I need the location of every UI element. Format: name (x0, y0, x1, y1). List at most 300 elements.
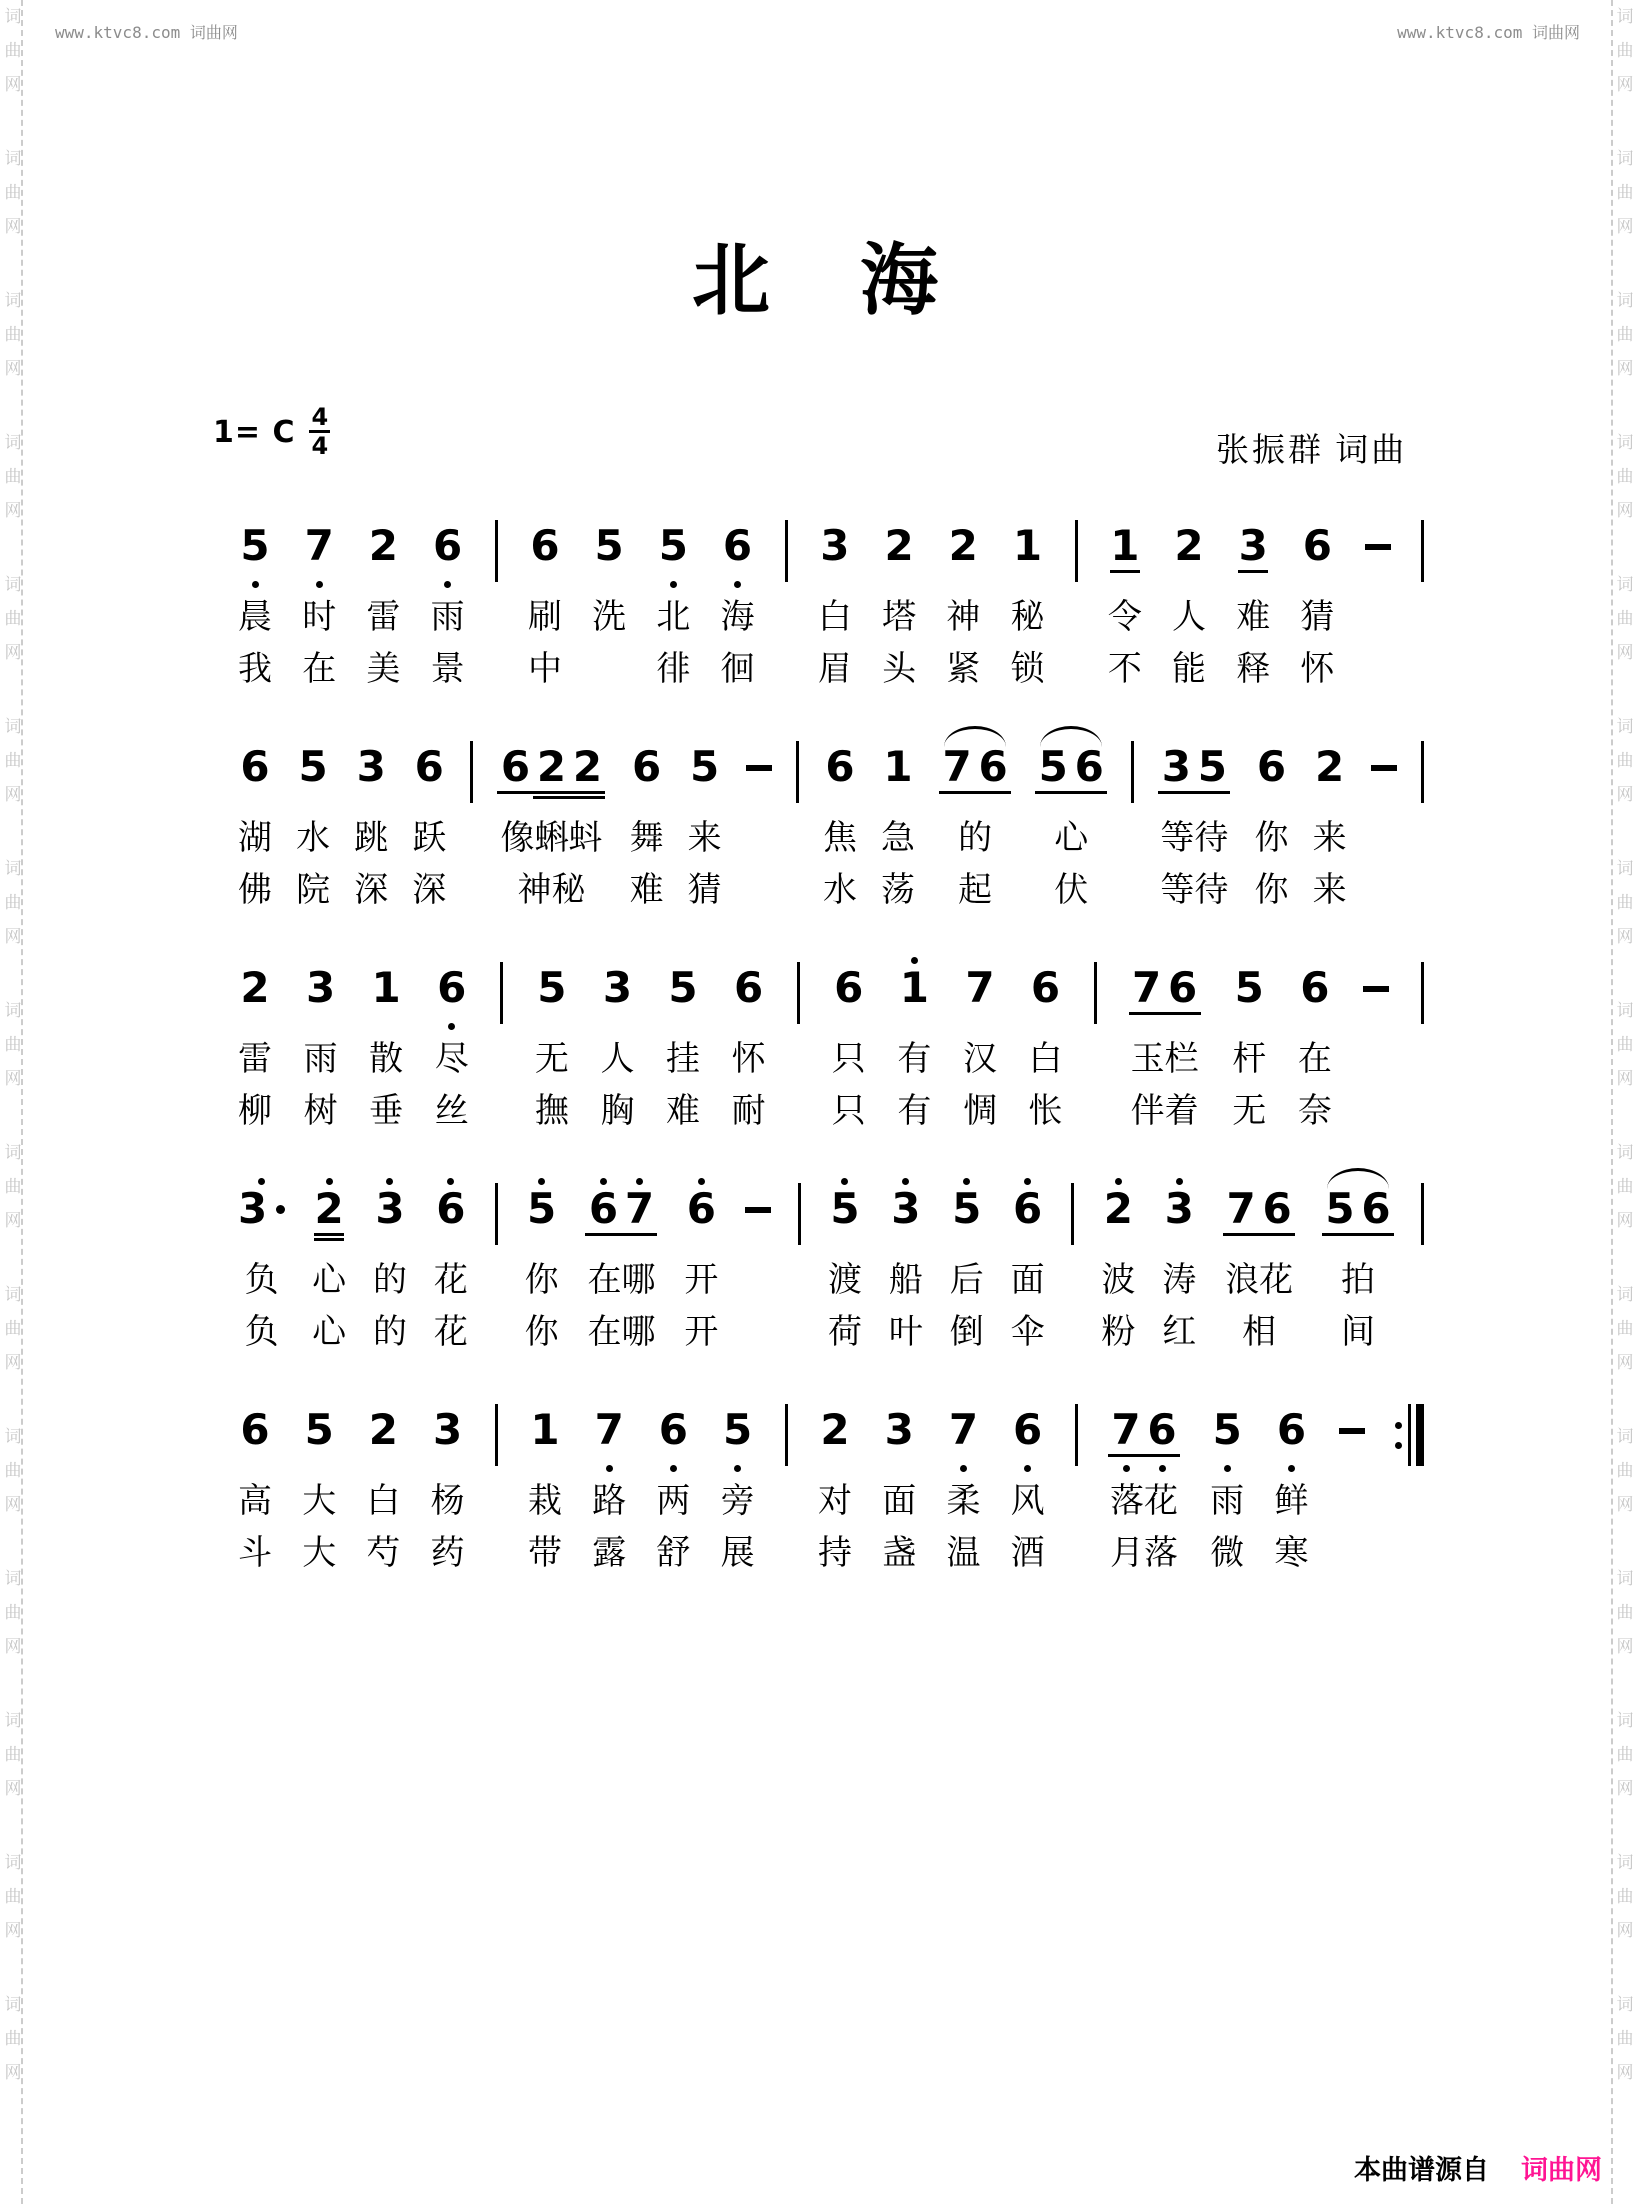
note-cell (796, 733, 799, 811)
note (883, 733, 913, 811)
lyric-syllable-verse2: 耐 (731, 1093, 766, 1130)
lyric-syllable-verse1: 令 (1107, 599, 1142, 636)
octave-dot-slot-below (433, 1462, 463, 1474)
note-cell (304, 512, 334, 590)
underline-slot (1035, 789, 1071, 799)
lyric-syllable-verse1: 面 (1010, 1262, 1045, 1299)
octave-dot-slot-below (1035, 799, 1071, 811)
note-cell (594, 512, 624, 590)
watermark-char: 曲 (1616, 1177, 1634, 1196)
note-digit-row (1314, 742, 1345, 791)
note-cell (240, 733, 270, 811)
note-digit-row (1256, 742, 1287, 791)
score-column (302, 512, 336, 696)
watermark-char: 网 (1616, 643, 1634, 662)
lyric-syllable-verse1: 神 (946, 599, 981, 636)
barline (495, 520, 498, 582)
note-digit-row (1012, 521, 1043, 570)
score-column (528, 512, 562, 696)
score-column (1011, 1175, 1045, 1359)
note-digit: 2 (1174, 521, 1204, 570)
score-column (1158, 733, 1230, 917)
octave-dot-slot-below (306, 1020, 336, 1032)
note-cell (723, 512, 753, 590)
underline-slot (304, 1452, 334, 1462)
dash-hold (745, 1207, 771, 1213)
lyric-syllable-verse1: 无 (534, 1041, 569, 1078)
note-digit-row (1238, 521, 1268, 570)
note-digit-row (432, 1405, 463, 1454)
lyric-syllable-verse1: 洗 (592, 599, 627, 636)
octave-dot-below (252, 581, 259, 588)
watermark-char: 词 (4, 1569, 22, 1588)
score-column (1300, 512, 1334, 696)
augmentation-dot (276, 1205, 285, 1214)
note-cell (594, 1396, 624, 1474)
lyric-syllable-verse2: 间 (1340, 1314, 1375, 1351)
octave-dot-slot-below (1194, 799, 1230, 811)
note-digit-row (1262, 1184, 1292, 1233)
note (530, 1396, 560, 1474)
note-digit: 5 (298, 742, 328, 791)
octave-dot-slot-below (238, 1241, 285, 1253)
notation-score (238, 512, 1424, 1617)
underline-slot (891, 1231, 921, 1241)
note-digit-row (830, 1184, 860, 1233)
note-cell (240, 954, 270, 1032)
note (314, 1175, 344, 1253)
note-cell (830, 1175, 860, 1253)
note-digit-row (1164, 1184, 1194, 1233)
note-digit: 6 (834, 963, 864, 1012)
note (1300, 954, 1330, 1032)
watermark-char: 词 (4, 1143, 22, 1162)
underline-slot (306, 1010, 336, 1020)
lyric-syllable-verse1: 的 (958, 820, 993, 857)
lyric-syllable-verse1: 塔 (882, 599, 917, 636)
lyric-syllable-verse1: 北 (656, 599, 691, 636)
octave-dot-slot-below (375, 1241, 405, 1253)
score-column (1339, 1396, 1365, 1580)
note-cell (1339, 1396, 1365, 1474)
note (948, 1396, 978, 1474)
lyric-syllable-verse2: 徘 (656, 651, 691, 688)
watermark-char: 曲 (1616, 1603, 1634, 1622)
note-digit: 6 (686, 1184, 716, 1233)
score-column (1010, 512, 1044, 696)
note-cell (298, 733, 328, 811)
octave-dot-slot-below (533, 799, 569, 811)
lyric-syllable-verse2: 有 (897, 1093, 932, 1130)
score-column (1421, 733, 1424, 917)
octave-dot-slot-below (1322, 1241, 1358, 1253)
lyric-syllable-verse2: 露 (592, 1535, 627, 1572)
watermark-char: 曲 (1616, 325, 1634, 344)
octave-dot-slot-below (686, 1241, 716, 1253)
note-digit: 2 (368, 521, 398, 570)
beam-group (497, 733, 605, 811)
repeat-dot (1395, 1442, 1402, 1449)
octave-dot-below (670, 581, 677, 588)
note (1129, 954, 1165, 1032)
score-column (497, 733, 605, 917)
barline (785, 1404, 788, 1466)
underline-slot (240, 789, 270, 799)
lyric-syllable-verse1: 来 (1312, 820, 1347, 857)
lyric-syllable-verse2: 奈 (1297, 1093, 1332, 1130)
note (569, 733, 605, 811)
underline-slot (1108, 1452, 1144, 1462)
score-column (1131, 733, 1134, 917)
score-column (882, 1396, 916, 1580)
octave-dot-slot-below (1013, 1241, 1043, 1253)
note-digit-row (631, 742, 662, 791)
lyric-syllable-verse2: 药 (430, 1535, 465, 1572)
note (884, 512, 914, 590)
score-column (630, 733, 664, 917)
octave-dot-slot-below (414, 799, 444, 811)
note-digit: 3 (891, 1184, 921, 1233)
duration-underline (1223, 1233, 1259, 1236)
underline-slot (1012, 568, 1042, 578)
lyric-syllable-verse1: 涛 (1162, 1262, 1197, 1299)
note (1276, 1396, 1306, 1474)
note-digit-row (624, 1184, 655, 1233)
beam-group (1035, 733, 1107, 811)
note-cell (723, 1396, 753, 1474)
song-title: 北 海 (691, 237, 944, 324)
note-digit-row (240, 1405, 270, 1454)
underline-slot (240, 568, 270, 578)
watermark-group (5, 8, 22, 93)
note-digit: 2 (314, 1184, 344, 1233)
note-digit-row (883, 742, 913, 791)
note-digit: 6 (240, 742, 270, 791)
note-digit: 5 (1212, 1405, 1242, 1454)
note (834, 954, 864, 1032)
note-digit: 6 (1030, 963, 1061, 1012)
note-digit-row (368, 1405, 399, 1454)
lyric-syllable-verse2: 酒 (1010, 1535, 1045, 1572)
lyric-syllable-verse2: 你 (524, 1314, 559, 1351)
octave-dot-below (1024, 1465, 1031, 1472)
lyric-syllable-verse1: 路 (592, 1483, 627, 1520)
note-cell (470, 733, 473, 811)
underline-slot (1315, 789, 1345, 799)
lyric-syllable-verse1: 后 (949, 1262, 984, 1299)
underline-slot (368, 568, 398, 578)
underline-slot (1071, 789, 1107, 799)
score-column (1421, 512, 1424, 696)
octave-dot-slot-below (948, 578, 978, 590)
duration-underline (314, 1233, 344, 1236)
note-digit: 6 (1361, 1184, 1391, 1233)
underline-slot (1300, 1010, 1330, 1020)
watermark-char: 曲 (4, 1035, 22, 1054)
note-cell (1108, 1396, 1180, 1474)
octave-dot-slot-below (1257, 799, 1287, 811)
note-cell (834, 954, 864, 1032)
beam-group (585, 1175, 657, 1253)
watermark-group (1617, 576, 1634, 661)
duration-underline (939, 791, 975, 794)
score-column (354, 733, 388, 917)
note-digit-row (891, 1184, 921, 1233)
octave-dot-slot-below (569, 799, 605, 811)
watermark-char: 词 (1616, 1995, 1634, 2014)
barline (1075, 520, 1078, 582)
note-digit-row (1147, 1405, 1177, 1454)
score-column (431, 512, 465, 696)
watermark-char: 网 (1616, 1637, 1634, 1656)
score-line (238, 733, 1424, 917)
note-cell (437, 954, 467, 1032)
lyric-syllable-verse1: 刷 (527, 599, 562, 636)
note-cell (1158, 733, 1230, 811)
score-column (592, 512, 626, 696)
lyric-syllable-verse2: 你 (1254, 872, 1289, 909)
watermark-char: 网 (1616, 75, 1634, 94)
score-column (688, 733, 722, 917)
duration-underline (1165, 1012, 1201, 1015)
octave-dot-slot-below (1234, 1020, 1264, 1032)
note-cell (495, 1175, 498, 1253)
underline-slot (314, 1231, 344, 1241)
note-cell (1276, 1396, 1306, 1474)
lyric-syllable-verse2: 斗 (238, 1535, 272, 1572)
lyric-syllable-verse1: 风 (1010, 1483, 1045, 1520)
watermark-char: 词 (4, 717, 22, 736)
note-digit-row (1174, 521, 1204, 570)
note-digit-row (834, 963, 864, 1012)
note-digit: 6 (1300, 963, 1330, 1012)
underline-slot (1223, 1231, 1259, 1241)
underline-slot (1174, 568, 1204, 578)
underline-slot (825, 789, 855, 799)
octave-dot-slot-below (594, 1462, 624, 1474)
watermark-char: 词 (1616, 575, 1634, 594)
barline (1131, 741, 1134, 803)
note-cell (948, 1396, 978, 1474)
octave-dot-slot-below (1300, 1020, 1330, 1032)
lyric-syllable-verse1: 玉栏 (1130, 1041, 1199, 1078)
lyric-syllable-verse2: 叶 (888, 1314, 923, 1351)
note-cell (1395, 1396, 1424, 1474)
octave-dot-slot-below (830, 1241, 860, 1253)
underline-slot (884, 568, 914, 578)
note-cell (1110, 512, 1140, 590)
score-column (785, 1396, 788, 1580)
duration-underline (1259, 1233, 1295, 1236)
note-digit-row (668, 963, 698, 1012)
note (1108, 1396, 1144, 1474)
lyric-syllable-verse2: 眉 (817, 651, 852, 688)
octave-dot-slot-below (240, 578, 270, 590)
barline (796, 741, 799, 803)
note-digit-row (1074, 742, 1104, 791)
lyric-syllable-verse2: 垂 (369, 1093, 404, 1130)
octave-dot-slot-below (1031, 1020, 1061, 1032)
note-digit-row (1038, 742, 1068, 791)
note-digit-row (1013, 1405, 1043, 1454)
note-digit-row (690, 742, 720, 791)
watermark-char: 曲 (4, 325, 22, 344)
beam-group (1223, 1175, 1295, 1253)
underline-slot (1165, 1010, 1201, 1020)
lyric-syllable-verse2: 难 (629, 872, 664, 909)
duration-underline (1110, 570, 1140, 573)
note (723, 512, 753, 590)
lyric-syllable-verse1: 对 (818, 1483, 853, 1520)
octave-dot-slot-below (368, 578, 398, 590)
score-column (238, 1175, 285, 1359)
lyric-syllable-verse2: 不 (1107, 651, 1142, 688)
note-digit: 6 (1074, 742, 1104, 791)
score-column (585, 1175, 657, 1359)
note-cell (1012, 512, 1042, 590)
note (658, 512, 688, 590)
note-digit: 5 (594, 521, 624, 570)
note-digit-row (414, 742, 444, 791)
underline-slot (238, 1231, 285, 1241)
note-cell (1238, 512, 1268, 590)
note-cell (1421, 1175, 1424, 1253)
underline-slot (497, 789, 533, 799)
note-digit: 6 (658, 1405, 689, 1454)
octave-dot-slot-below (834, 1020, 864, 1032)
note (238, 1175, 285, 1253)
score-column (882, 512, 916, 696)
note-cell (585, 1175, 657, 1253)
note-digit-row (594, 1405, 624, 1454)
note (375, 1175, 405, 1253)
note (533, 733, 569, 811)
note-digit-row (1012, 1184, 1043, 1233)
score-column (366, 1396, 400, 1580)
note-digit-row (356, 742, 386, 791)
score-column (238, 512, 272, 696)
underline-slot (1164, 1231, 1194, 1241)
watermark-char: 曲 (1616, 751, 1634, 770)
watermark-char: 网 (4, 1495, 22, 1514)
octave-dot-slot-below (884, 1462, 914, 1474)
watermark-char: 网 (1616, 1353, 1634, 1372)
lyric-syllable-verse2: 倒 (949, 1314, 984, 1351)
octave-dot-slot-below (537, 1020, 567, 1032)
note-digit: 7 (1111, 1405, 1141, 1454)
note-digit-row (722, 521, 753, 570)
lyric-syllable-verse1: 舞 (629, 820, 664, 857)
lyric-syllable-verse1: 人 (600, 1041, 635, 1078)
lyric-syllable-verse2: 深 (412, 872, 447, 909)
octave-dot-slot-below (948, 1462, 978, 1474)
note (1302, 512, 1332, 590)
underline-slot (1194, 789, 1230, 799)
watermark-char: 曲 (4, 183, 22, 202)
note-digit: 6 (1262, 1184, 1292, 1233)
note-cell (1174, 512, 1204, 590)
watermark-char: 词 (1616, 291, 1634, 310)
note-digit: 1 (1012, 521, 1043, 570)
watermark-char: 曲 (1616, 1035, 1634, 1054)
note-cell (785, 1396, 788, 1474)
dash-hold (746, 765, 772, 771)
lyric-syllable-verse2: 我 (238, 651, 272, 688)
score-column (1365, 512, 1391, 696)
octave-dot-slot-below (240, 1020, 270, 1032)
octave-dot-slot-below (1238, 578, 1268, 590)
underline-slot (433, 568, 463, 578)
watermark-group (1617, 1854, 1634, 1939)
watermark-char: 词 (4, 1427, 22, 1446)
score-column (828, 1175, 862, 1359)
underline-slot (594, 568, 624, 578)
score-column (435, 954, 469, 1138)
note-digit-row (658, 521, 688, 570)
underline-slot (1031, 1010, 1061, 1020)
octave-dot-slot-below (1276, 1462, 1306, 1474)
lyric-syllable-verse1: 在 (1297, 1041, 1332, 1078)
underline-slot (723, 1452, 753, 1462)
note (530, 512, 560, 590)
note-cell (658, 1396, 688, 1474)
note-cell (1363, 954, 1389, 1032)
score-column (302, 1396, 336, 1580)
octave-dot-slot-below (1223, 1241, 1259, 1253)
beam-group (1129, 954, 1201, 1032)
note-digit-row (884, 1405, 914, 1454)
note (1031, 954, 1061, 1032)
note (948, 512, 978, 590)
octave-dot-below (444, 581, 451, 588)
watermark-char: 网 (1616, 1921, 1634, 1940)
note (1315, 733, 1345, 811)
watermark-char: 词 (4, 7, 22, 26)
octave-dot-slot-below (240, 799, 270, 811)
underline-slot (830, 1231, 860, 1241)
note-cell (734, 954, 764, 1032)
octave-dot-slot-below (975, 799, 1011, 811)
note (304, 1396, 334, 1474)
note-digit: 6 (1276, 1405, 1307, 1454)
note-digit: 2 (368, 1405, 399, 1454)
lyric-syllable-verse1: 鲜 (1274, 1483, 1309, 1520)
note-cell (883, 733, 913, 811)
watermark-char: 词 (1616, 149, 1634, 168)
note-digit: 5 (830, 1184, 860, 1233)
watermark-char: 网 (4, 1211, 22, 1230)
octave-dot-slot-below (734, 1020, 764, 1032)
note-cell (497, 733, 605, 811)
lyric-syllable-verse2: 美 (366, 651, 401, 688)
note-cell (952, 1175, 982, 1253)
note-cell (1013, 1396, 1043, 1474)
score-line (238, 1175, 1424, 1359)
note-digit: 5 (1197, 742, 1228, 791)
underline-slot (1103, 1231, 1133, 1241)
octave-dot-below (960, 1465, 967, 1472)
score-column (1298, 954, 1332, 1138)
lyric-syllable-verse2: 怀 (1300, 651, 1335, 688)
octave-dot-slot-below (437, 1020, 467, 1032)
top-left-watermark: www.ktvc8.com 词曲网 (55, 23, 238, 42)
note-digit: 6 (1012, 1184, 1043, 1233)
octave-dot-slot-below (820, 578, 850, 590)
watermark-group (1617, 1712, 1634, 1797)
note-digit-row (594, 521, 624, 570)
note-cell (1300, 954, 1330, 1032)
note-digit: 6 (414, 742, 444, 791)
